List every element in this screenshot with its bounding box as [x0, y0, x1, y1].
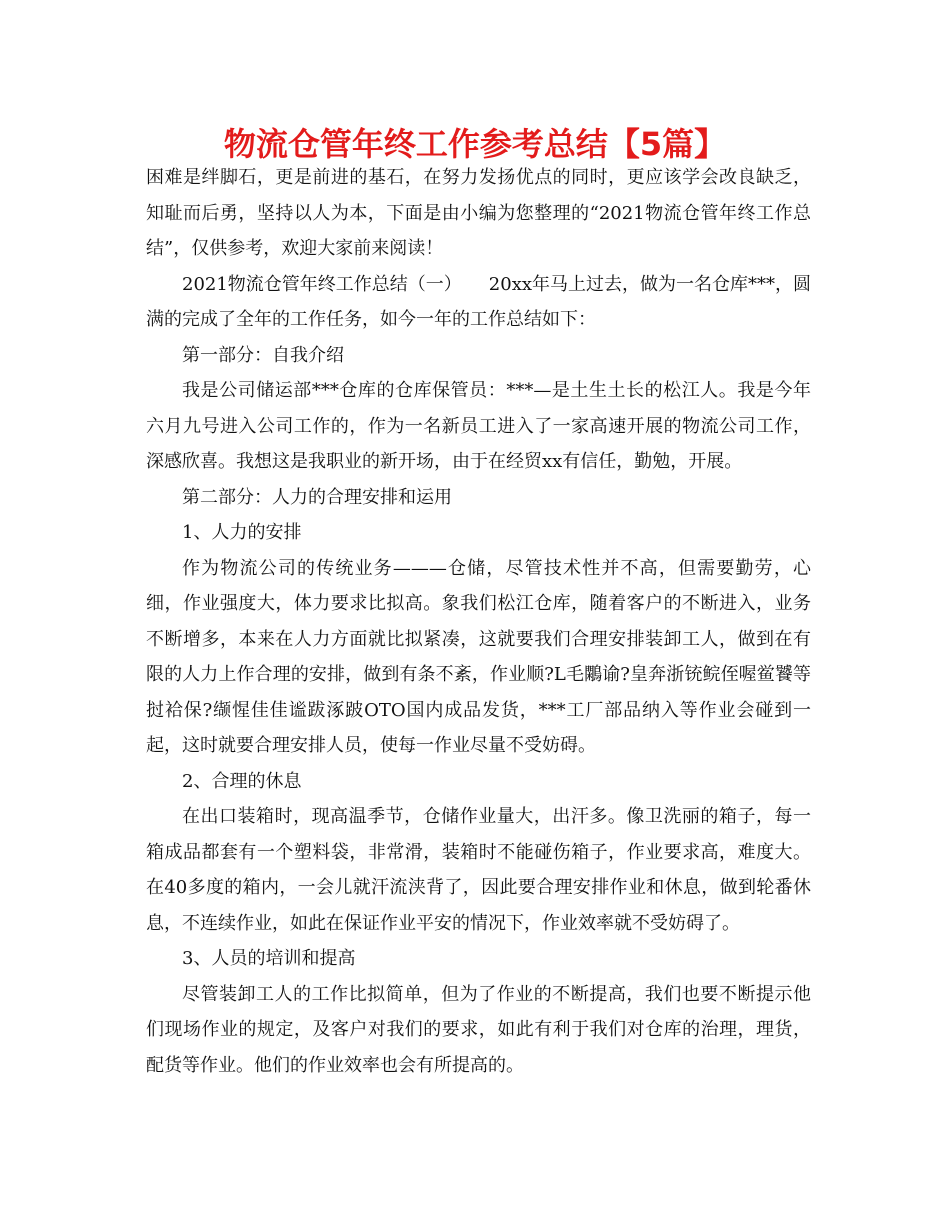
subheading-manpower-arrangement: 1、人力的安排 — [182, 522, 302, 543]
training-paragraph: 尽管装卸工人的工作比拟简单，但为了作业的不断提高，我们也要不断提示他们现场作业的规定，及客户对我们的要求，如此有利于我们对仓库的治理，理货，配货等作业。他们的作业效率也会有所提高的。 — [146, 983, 811, 1076]
section-1-heading-paragraph: 2021物流仓管年终工作总结（一） 20xx年马上过去，做为一名仓库***，圆满的完成了全年的工作任务，如今一年的工作总结如下： — [146, 273, 812, 330]
subheading-training: 3、人员的培训和提高 — [182, 948, 356, 969]
self-intro-paragraph: 我是公司储运部***仓库的仓库保管员：***—是土生土长的松江人。我是今年六月九号进入公司工作的，作为一名新员工进入了一家高速开展的物流公司工作，深感欣喜。我想这是我职业的新开场，由于在经贸xx有信任，勤勉，开展。 — [146, 380, 811, 472]
part-2-heading: 第二部分：人力的合理安排和运用 — [182, 486, 452, 508]
manpower-arrangement-paragraph: 作为物流公司的传统业务———仓储，尽管技术性并不高，但需要勤劳，心细，作业强度大，体力要求比拟高。象我们松江仓库，随着客户的不断进入，业务不断增多，本来在人力方面就比拟紧凑，这就要我们合理安排装卸工人，做到在有限的人力上作合理的安排，做到有条不紊，作业顺?L毛鷴谕?皇奔浙铳鲩侄喔鲎饕等挝袷保?缬惺佳佳谧跋涿跛ΟTO国内成品发货，***工厂部品纳入等作业会碰到一起，这时就要合理安排人员，使每一作业尽量不受妨碍。 — [146, 557, 811, 756]
document-body — [146, 160, 811, 1083]
subheading-reasonable-rest: 2、合理的休息 — [182, 770, 302, 792]
document-title: 物流仓管年终工作参考总结【5篇】 — [223, 125, 727, 163]
reasonable-rest-paragraph: 在出口装箱时，现高温季节，仓储作业量大，出汗多。像卫洗丽的箱子，每一箱成品都套有一个塑料袋，非常滑，装箱时不能碰伤箱子，作业要求高，难度大。在40多度的箱内，一会儿就汗流浃背了，因此要合理安排作业和休息，做到轮番休息，不连续作业，如此在保证作业平安的情况下，作业效率就不受妨碍了。 — [146, 806, 811, 934]
intro-paragraph: 困难是绊脚石，更是前进的基石，在努力发扬优点的同时，更应该学会改良缺乏，知耻而后勇，坚持以人为本，下面是由小编为您整理的“2021物流仓管年终工作总结”，仅供参考，欢迎大家前来阅读！ — [146, 167, 811, 259]
part-1-heading: 第一部分：自我介绍 — [182, 344, 344, 366]
